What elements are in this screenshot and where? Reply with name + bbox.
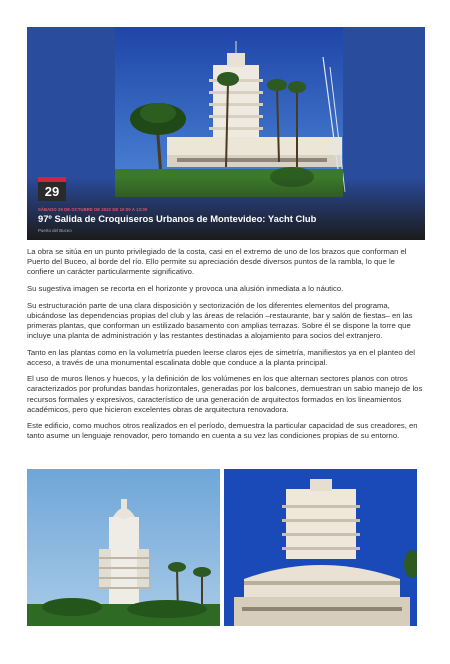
- date-day: 29: [44, 184, 60, 199]
- paragraph: El uso de muros llenos y huecos, y la definición de los volúmenes en los que alternan sectores planos con otros caracterizados por profundas bandas horizontales, generadas por los balcones, demuestran un sabio manejo de los recursos formales y expresivos, característico de una generación de arquitectos formados en los lineamientos académicos, pero que hicieron excelentes obras de arquitectura renovadora.: [27, 374, 423, 414]
- date-badge: [38, 177, 66, 201]
- event-datetime: SÁBADO 29 DE OCTUBRE DE 2022 DE 10:00 A 13:00: [38, 207, 148, 212]
- tower-photo-left: [27, 469, 220, 626]
- paragraph: Este edificio, como muchos otros realizados en el período, demuestra la particular capacidad de sus creadores, en tanto asume un lenguaje renovador, pero tomando en cuenta a su vez las condiciones propias de su entorno.: [27, 421, 418, 441]
- paragraph: La obra se sitúa en un punto privilegiado de la costa, casi en el extremo de uno de los brazos que conforman el Puerto del Buceo, al borde del río. Ello permite su apreciación desde diversos puntos de la rambla, lo que le confiere un carácter particularmente significativo.: [27, 247, 407, 277]
- paragraph: Su sugestiva imagen se recorta en el horizonte y provoca una alusión inmediata a lo náutico.: [27, 283, 344, 293]
- article-body: [27, 247, 423, 448]
- paragraph: Tanto en las plantas como en la volumetría pueden leerse claros ejes de simetría, manifiestos ya en el planteo del acceso, a través de una monumental escalinata doble que conduce a la planta principal.: [27, 347, 416, 367]
- paragraph: Su estructuración parte de una clara disposición y sectorización de los diferentes elementos del programa, ubicándose las dependencias propias del club y las áreas de relación –restaurante, bar y salón de fiestas– en las primeras plantas, que conforman un estilizado basamento con amplias terrazas. Sobre él se dispone la torre que incluye una planta de administración y las restantes destinadas a alojamiento para socios del extranjero.: [27, 300, 413, 340]
- event-location: Puerto del Buceo: [38, 228, 72, 233]
- event-title[interactable]: 97º Salida de Croquiseros Urbanos de Montevideo: Yacht Club: [38, 213, 317, 224]
- tower-photo-right: [224, 469, 417, 626]
